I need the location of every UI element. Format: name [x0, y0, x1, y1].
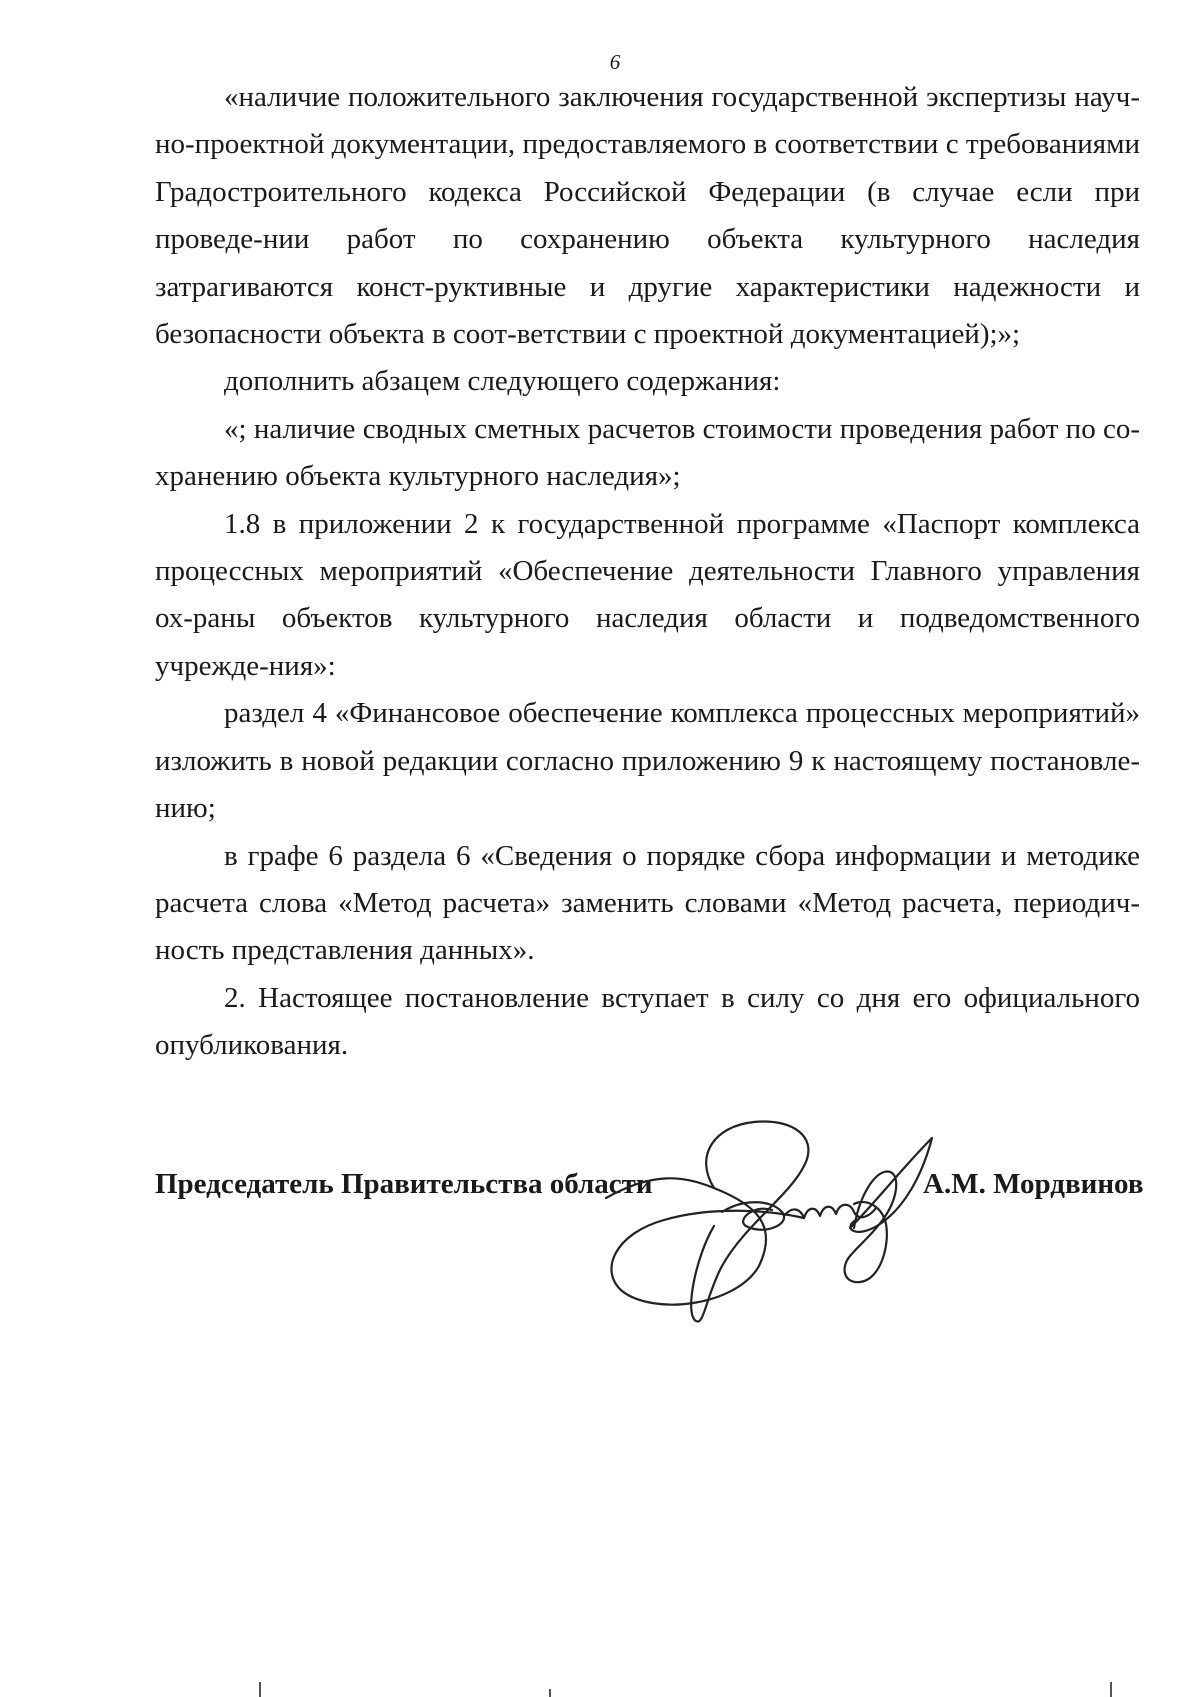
- paragraph-section-6: в графе 6 раздела 6 «Сведения о порядке сбора информации и методике расчета слова «Метод расчета» заменить словами «Метод расчета, периодич-ность представления данных».: [155, 839, 1140, 967]
- handwritten-signature: [604, 1116, 964, 1328]
- paragraph-estimates: «; наличие сводных сметных расчетов стоимости проведения работ по со-хранению объекта культурного наследия»;: [155, 412, 1140, 493]
- signer-name: А.М. Мордвинов: [923, 1168, 1144, 1200]
- signature-stroke-upper-loop: [691, 1121, 808, 1321]
- paragraph-section-4: раздел 4 «Финансовое обеспечение комплекса процессных мероприятий» изложить в новой редакции согласно приложению 9 к настоящему постановле-нию;: [155, 697, 1140, 825]
- paragraph-add-clause: дополнить абзацем следующего содержания:: [224, 365, 781, 398]
- document-body: [155, 74, 1140, 1070]
- scan-mark-right: [1110, 1682, 1112, 1697]
- paragraph-expertise: «наличие положительного заключения государственной экспертизы науч-но-проектной документации, предоставляемого в соответствии с требованиями Градостроительного кодекса Российской Федерации (в случае если при проведе-нии работ по сохранению объекта культурного наследия затрагиваются конст-руктивные и другие характеристики надежности и безопасности объекта в соот-ветствии с проектной документацией);»;: [155, 81, 1140, 351]
- scan-mark-center: [549, 1689, 551, 1697]
- paragraph-appendix-2: 1.8 в приложении 2 к государственной программе «Паспорт комплекса процессных мероприятий «Обеспечение деятельности Главного управления ох-раны объектов культурного наследия области и подведомственного учрежде-ния»:: [155, 507, 1140, 682]
- paragraph-effective-date: 2. Настоящее постановление вступает в силу со дня его официального опубликования.: [155, 981, 1140, 1062]
- scan-mark-left: [259, 1682, 261, 1697]
- signer-position: Председатель Правительства области: [155, 1168, 653, 1200]
- page-number: 6: [609, 50, 621, 74]
